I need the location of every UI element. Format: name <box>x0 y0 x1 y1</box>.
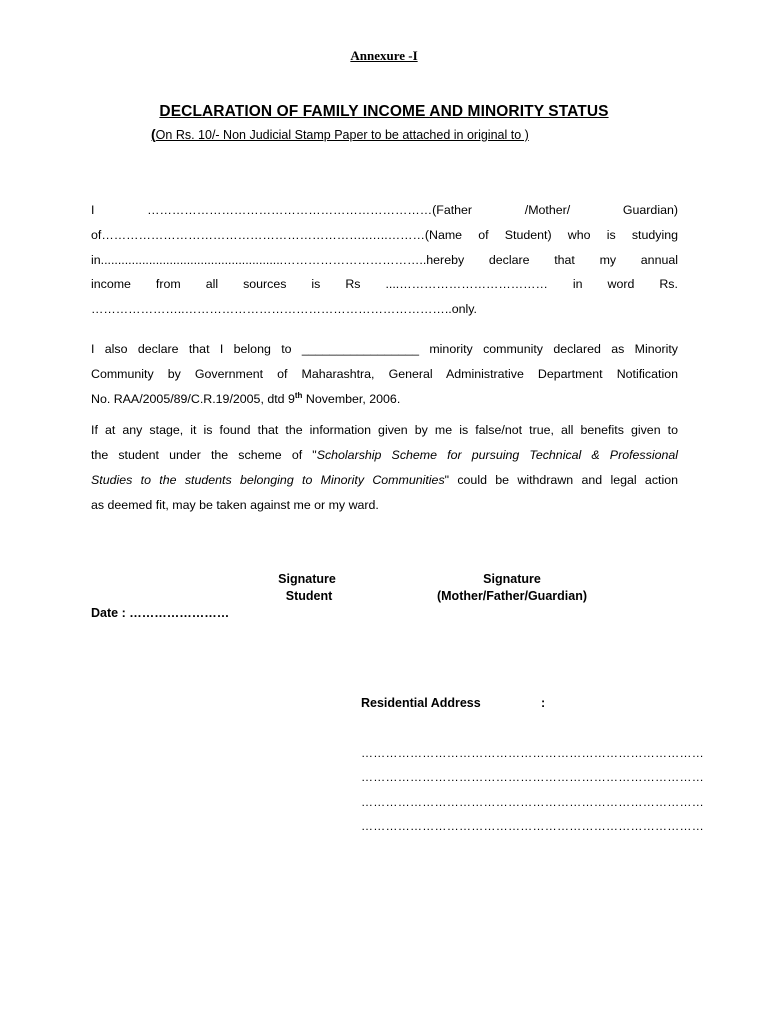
address-line-3: ………………………………………………………………………… <box>361 795 704 809</box>
word: income <box>91 277 131 291</box>
declaration-line-3: in.....................................................……………………………..hereby declare that my annual <box>91 253 678 267</box>
word: from <box>155 277 181 291</box>
word: in <box>572 277 583 291</box>
condition-text: the student under the scheme of " <box>91 448 317 462</box>
declaration-line-1: I ……………………………………………………………(Father /Mother/ Guardian) <box>91 203 678 217</box>
notification-number: No. RAA/2005/89/C.R.19/2005, dtd 9 <box>91 392 295 406</box>
notification-date: November, 2006. <box>302 392 401 406</box>
document-title: DECLARATION OF FAMILY INCOME AND MINORITY STATUS <box>159 103 609 120</box>
condition-line-4: as deemed fit, may be taken against me or my ward. <box>91 498 379 512</box>
residential-address-colon: : <box>541 696 546 710</box>
address-line-4: ………………………………………………………………………… <box>361 819 704 833</box>
condition-line-3 <box>91 472 678 488</box>
address-line-1: ………………………………………………………………………… <box>361 746 704 760</box>
address-line-2: ………………………………………………………………………… <box>361 770 704 784</box>
student-label: Student <box>285 589 333 603</box>
guardian-signature-label: Signature <box>483 572 541 586</box>
word: all <box>205 277 219 291</box>
declaration-line-5: …………………..………………………………………………………..only. <box>91 302 477 316</box>
guardian-label: (Mother/Father/Guardian) <box>436 589 587 603</box>
document-subtitle <box>151 126 529 142</box>
word: Rs <box>345 277 361 291</box>
word: word <box>607 277 635 291</box>
student-signature-label: Signature <box>278 572 336 586</box>
minority-line-3 <box>91 391 678 407</box>
minority-line-2: Community by Government of Maharashtra, General Administrative Department Notification <box>91 367 678 381</box>
scheme-name-continued: Studies to the students belonging to Minority Communities <box>91 473 445 487</box>
income-amount-blank: ....……………………………… <box>385 277 548 291</box>
declaration-line-4 <box>91 276 678 292</box>
subtitle-open-paren: ( <box>151 126 156 142</box>
minority-line-1: I also declare that I belong to _________________ minority community declared as Minority <box>91 342 678 356</box>
date-field: Date : …………………… <box>91 606 230 620</box>
ordinal-suffix: th <box>294 390 303 400</box>
word: Rs. <box>659 277 678 291</box>
condition-line-1: If at any stage, it is found that the information given by me is false/not true, all benefits given to <box>91 423 678 437</box>
condition-text: " could be withdrawn and legal action <box>444 473 678 487</box>
residential-address-label: Residential Address <box>361 696 481 710</box>
scheme-name: Scholarship Scheme for pursuing Technical & Professional <box>316 448 678 462</box>
declaration-line-2: of………………………………………………………..…..………(Name of Student) who is studying <box>91 228 678 242</box>
word: sources <box>243 277 287 291</box>
annexure-heading: Annexure -I <box>350 48 418 63</box>
subtitle-text: On Rs. 10/- Non Judicial Stamp Paper to be attached in original to ) <box>155 128 529 142</box>
word: is <box>311 277 321 291</box>
condition-line-2 <box>91 447 678 463</box>
